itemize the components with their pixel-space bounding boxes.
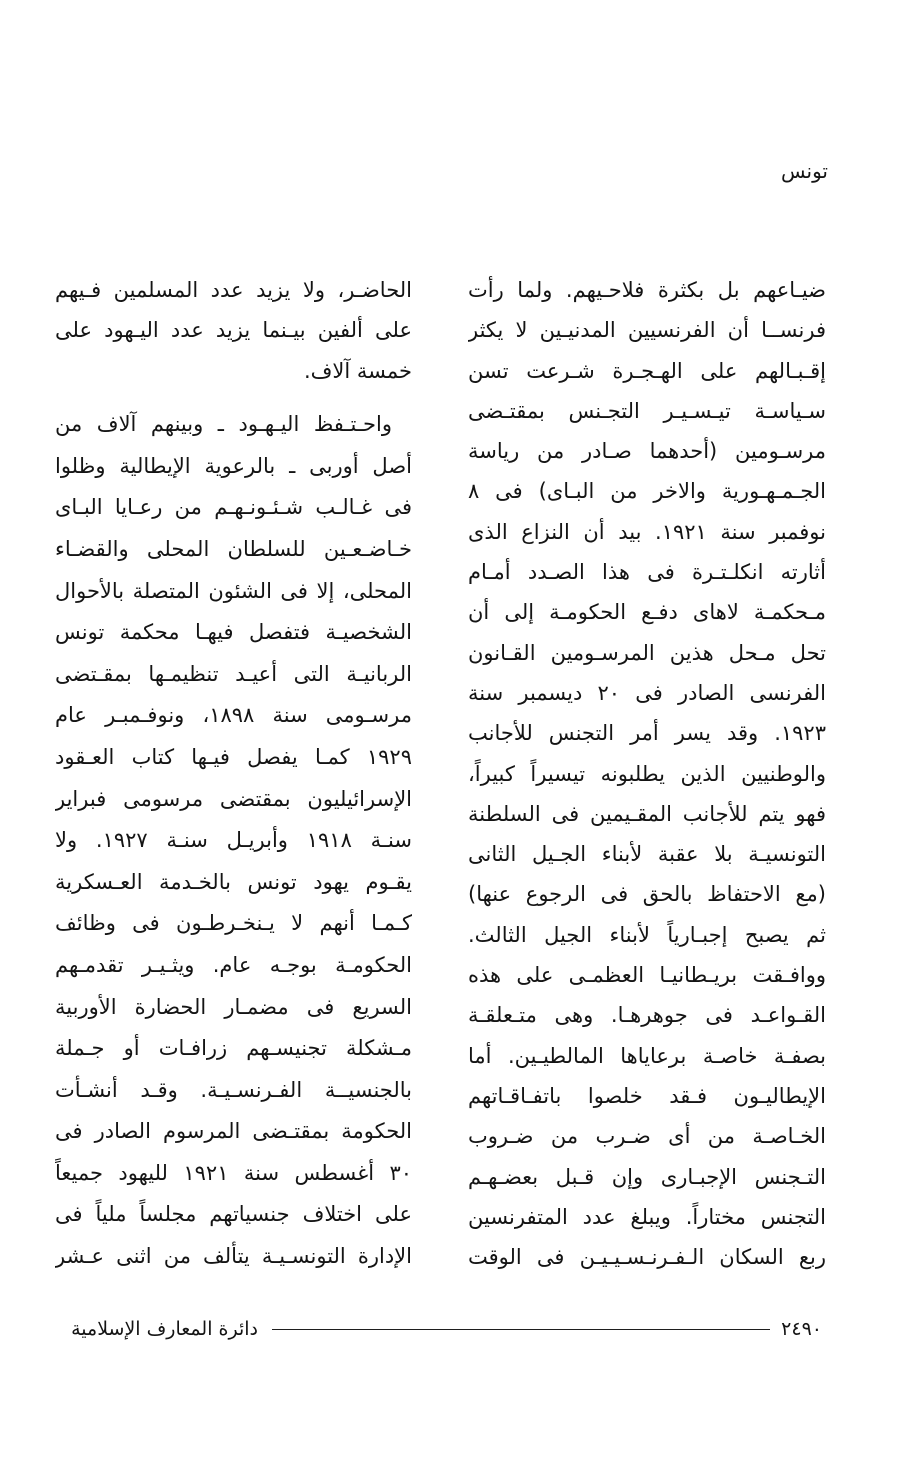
- text-line: الإسرائيليون بمقتضى مرسومى فبراير: [55, 786, 412, 811]
- text-line: الحاضـر، ولا يزيد عدد المسلمين فـيهم: [55, 278, 412, 302]
- publication-title: دائرة المعارف الإسلامية: [71, 1318, 258, 1340]
- text-line: على ألفين بيـنما يزيد عدد اليـهود على: [55, 318, 412, 343]
- text-line: ٣٠ أغسطس سنة ١٩٢١ لليهود جميعاً: [55, 1160, 412, 1185]
- text-line: ١٩٢٣. وقد يسر أمر التجنس للأجانب: [468, 721, 826, 746]
- text-line: الإيطاليـون فـقد خلصوا باتفـاقـاتهم: [468, 1083, 826, 1108]
- column-right: [468, 270, 826, 1277]
- text-line: أثارته انكلـتـرة فى هذا الصـدد أمـام: [468, 560, 826, 585]
- text-line: مرسـومى سنة ١٨٩٨، ونوفـمبـر عام: [55, 703, 412, 728]
- text-line: فى غـالـب شـئـونـهـم من رعـايا البـاى: [55, 495, 412, 520]
- text-line: أصل أوربى ـ بالرعوية الإيطالية وظلوا: [55, 453, 412, 478]
- text-line: بصفـة خاصـة برعاياها المالطيـين. أما: [468, 1043, 826, 1068]
- text-line: ثم يصبح إجبـارياً لأبناء الجيل الثالث.: [468, 922, 826, 947]
- text-line: التجنس مختاراً. ويبلغ عدد المتفرنسين: [468, 1204, 826, 1229]
- text-line: يقـوم يهود تونس بالخـدمة العـسكرية: [55, 869, 412, 894]
- text-line: الجـمـهـورية والاخر من البـاى) فى ٨: [468, 479, 826, 504]
- text-line: نوفمبر سنة ١٩٢١. بيد أن النزاع الذى: [468, 519, 826, 544]
- text-line: خمسة آلاف.: [303, 358, 412, 383]
- text-line: والوطنيين الذين يطلبونه تيسيراً كبيراً،: [468, 761, 826, 786]
- text-line: واحـتـفظ اليـهـود ـ وبينهم آلاف من: [55, 412, 392, 437]
- text-line: مـحكمـة لاهاى دفـع الحكومـة إلى أن: [468, 600, 826, 625]
- text-line: مرسـومين (أحدهما صـادر من رياسة: [468, 439, 826, 464]
- text-line: الإدارة التونسـيـة يتألف من اثنى عـشر: [55, 1244, 412, 1269]
- text-line: (مع الاحتفاظ بالحق فى الرجوع عنها): [468, 882, 826, 907]
- text-line: كـمـا أنهم لا يـنخـرطـون فى وظائف: [55, 911, 412, 936]
- paragraph: [55, 270, 412, 391]
- text-line: التونسيـة بلا عقبة لأبناء الجـيل الثانى: [468, 842, 826, 867]
- text-line: تحل مـحل هذين المرسـومين القـانون: [468, 640, 826, 665]
- text-line: بالجنسيــة الفـرنسـيـة. وقـد أنشـأت: [55, 1077, 412, 1102]
- page-number: ٢٤٩٠: [781, 1318, 822, 1340]
- text-line: فرنســا أن الفرنسيين المدنيـين لا يكثر: [468, 318, 826, 343]
- text-line: السريع فى مضمـار الحضارة الأوربية: [55, 994, 412, 1019]
- text-line: فهو يتم للأجانب المقـيمين فى السلطنة: [468, 801, 826, 826]
- text-line: الخـاصـة من أى ضـرب من ضـروب: [468, 1124, 826, 1149]
- paragraph: [468, 270, 826, 1277]
- text-line: إقـبـالهم على الهـجـرة شـرعت تسن: [468, 358, 826, 383]
- footer-rule: [272, 1329, 770, 1330]
- text-line: الفرنسى الصادر فى ٢٠ ديسمبر سنة: [468, 680, 826, 705]
- text-line: ١٩٢٩ كمـا يفصل فيـها كتاب العـقود: [55, 744, 412, 769]
- text-line: على اختلاف جنسياتهم مجلساً ملياً فى: [55, 1202, 412, 1227]
- text-line: القـواعـد فى جوهرهـا. وهى متـعلقـة: [468, 1003, 826, 1028]
- text-line: الربانيـة التى أعيـد تنظيمـها بمقـتضى: [55, 661, 412, 686]
- text-line: الشخصيـة فتفصل فيهـا محكمة تونس: [55, 620, 412, 645]
- paragraph: [55, 404, 412, 1277]
- text-line: التـجنس الإجبـارى وإن قـبل بعضـهـم: [468, 1164, 826, 1189]
- text-line: المحلى، إلا فى الشئون المتصلة بالأحوال: [55, 578, 412, 603]
- text-line: الحكومـة بوجـه عام. ويثـيـر تقدمـهم: [55, 952, 412, 977]
- text-line: ووافـقت بريـطانيـا العظمـى على هذه: [468, 963, 826, 988]
- column-left: [55, 270, 412, 1278]
- running-title: تونس: [781, 159, 828, 183]
- text-line: سـياسـة تيـسـيـر التجـنس بمقتـضى: [468, 398, 826, 423]
- text-line: مـشكلة تجنيسـهم زرافـات أو جـملة: [55, 1036, 412, 1061]
- text-line: سنـة ١٩١٨ وأبريـل سنـة ١٩٢٧. ولا: [55, 828, 412, 853]
- text-line: خـاضـعـين للسلطان المحلى والقضـاء: [55, 536, 412, 561]
- text-line: الحكومة بمقتـضى المرسوم الصادر فى: [55, 1119, 412, 1144]
- text-line: ربع السكان الـفـرنـسـيـيـن فى الوقت: [468, 1245, 826, 1270]
- text-line: ضيـاعهم بل بكثرة فلاحـيهم. ولما رأت: [468, 278, 826, 302]
